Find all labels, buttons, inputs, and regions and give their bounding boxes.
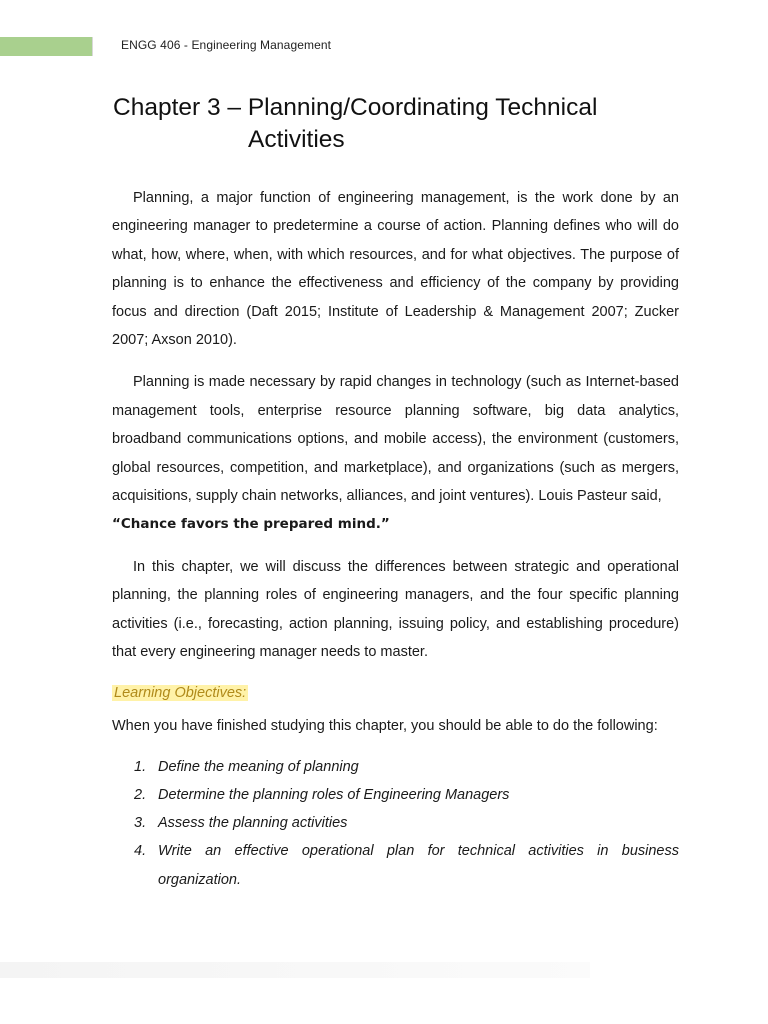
document-body <box>112 184 679 894</box>
chapter-title <box>113 92 673 156</box>
course-header: ENGG 406 - Engineering Management <box>121 38 332 52</box>
header-divider <box>92 37 93 56</box>
paragraph-planning-definition: Planning, a major function of engineering management, is the work done by an engineering manager to predetermine a course of action. Planning defines who will do what, how, where, when, with which resources, and for what objectives. The purpose of planning is to enhance the effectiveness and efficiency of the company by providing focus and direction (Daft 2015; Institute of Leadership & Management 2007; Zucker 2007; Axson 2010). <box>112 190 679 349</box>
list-item-text: Write an effective operational plan for technical activities in business organization. <box>158 843 679 888</box>
list-item-number: 1. <box>134 758 147 775</box>
list-item <box>134 809 679 837</box>
list-item-number: 2. <box>134 786 147 803</box>
pasteur-quote: “Chance favors the prepared mind.” <box>112 516 390 533</box>
list-item-text: Define the meaning of planning <box>158 758 359 775</box>
list-item-text: Assess the planning activities <box>158 815 348 832</box>
list-item-number: 4. <box>134 843 147 860</box>
page-footer-shade <box>0 962 590 978</box>
paragraph-planning-necessity <box>112 368 679 538</box>
list-item-text: Determine the planning roles of Engineering Managers <box>158 786 510 803</box>
chapter-title-line2: Activities <box>248 126 345 153</box>
list-item <box>134 781 679 809</box>
learning-objectives-label: Learning Objectives: <box>114 684 247 701</box>
objectives-list <box>112 753 679 894</box>
objectives-intro: When you have finished studying this chapter, you should be able to do the following: <box>112 717 658 734</box>
paragraph-chapter-overview: In this chapter, we will discuss the differences between strategic and operational planning, the planning roles of engineering managers, and the four specific planning activities (i.e., forecasting, action planning, issuing policy, and establishing procedure) that every engineering manager needs to master. <box>112 558 679 661</box>
list-item-number: 3. <box>134 815 147 832</box>
learning-objectives-heading <box>112 681 679 705</box>
header-accent-bar <box>0 37 92 56</box>
chapter-title-line1: Chapter 3 – Planning/Coordinating Technical <box>113 94 598 121</box>
list-item <box>134 753 679 781</box>
list-item <box>134 837 679 894</box>
paragraph-planning-necessity-text: Planning is made necessary by rapid changes in technology (such as Internet-based management tools, enterprise resource planning software, big data analytics, broadband communications options, and mobile access), the environment (customers, global resources, competition, and marketplace), and organizations (such as mergers, acquisitions, supply chain networks, alliances, and joint ventures). Louis Pasteur said, <box>112 374 679 505</box>
